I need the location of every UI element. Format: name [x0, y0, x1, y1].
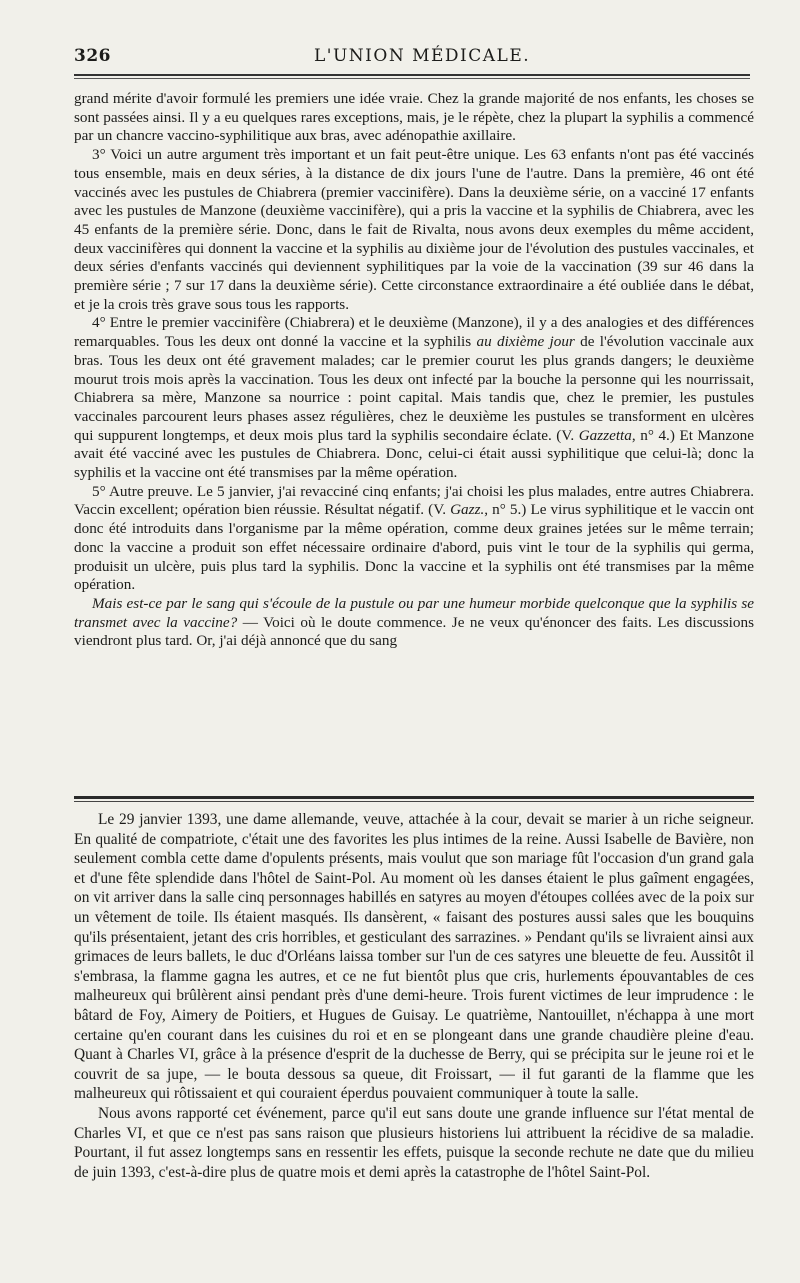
paragraph-4 [74, 483, 754, 595]
paragraph-3 [74, 314, 754, 482]
feuilleton-rule [74, 796, 754, 799]
feuilleton-text [74, 810, 754, 1182]
paragraph-1: grand mérite d'avoir formulé les premiers une idée vraie. Chez la grande majorité de nos enfants, les choses se sont passées ainsi. Il y a eu quelques rares exceptions, mais, je le répète, chez la plupart la syphilis a commencé par un chancre vaccino-syphilitique aux bras, avec adénopathie axillaire. [74, 90, 754, 145]
paragraph-4-text-b: , n° 5.) Le virus syphilitique et le vaccin ont donc été introduits dans l'organisme par la même opération, comme deux graines jetées sur le même terrain; donc la vaccine a produit son effet nécessaire ordinaire d'abord, puis vint le tour de la syphilis qui germa, produisit un ulcère, puis plus tard la syphilis. Donc la vaccine et la syphilis ont été transmises par la même opération. [74, 501, 755, 594]
paragraph-2: 3° Voici un autre argument très important et un fait peut-être unique. Les 63 enfants n'ont pas été vaccinés tous ensemble, mais en deux séries, à la distance de dix jours l'une de l'autre. Dans la première, 46 ont été vaccinés avec les pustules de Chiabrera (premier vaccinifère). Dans la deuxième série, on a vacciné 17 enfants avec les pustules de Manzone (deuxième vaccinifère), qui a pris la vaccine et la syphilis de Chiabrera, avec les 45 enfants de la première série. Donc, dans le fait de Rivalta, nous avons deux exemples du même accident, deux vaccinifères qui donnent la vaccine et la syphilis au dixième jour de l'évolution des pustules vaccinales, et deux séries d'enfants vaccinés qui deviennent syphilitiques par la voie de la vaccination (39 sur 46 dans la première série ; 7 sur 17 dans la deuxième série). Cette circonstance extraordinaire a été oubliée dans le débat, et je la crois très grave sous tous les rapports. [74, 146, 754, 313]
running-title: L'UNION MÉDICALE. [314, 46, 531, 66]
paragraph-3-emphasis-1: au dixième jour [476, 333, 575, 351]
paragraph-4-emphasis: Gazz. [450, 501, 485, 519]
paragraph-3-text-a: 4° Entre le premier vaccinifère (Chiabrera) et le deuxième (Manzone), il y a des analogies et des différences remarquables. Tous les deux ont donné la vaccine et la syphilis [74, 314, 754, 351]
header-rule [74, 74, 750, 76]
paragraph-3-text-b: de l'évolution vaccinale aux bras. Tous les deux ont été gravement malades; car le premier courut les plus grands dangers; le deuxième mourut trois mois après la vaccination. Tous les deux ont infecté par la bouche la personne qui les nourrissait, Chiabrera sa mère, Manzone sa nourrice : point capital. Mais tandis que, chez le premier, les pustules vaccinales parcourent leurs phases assez régulières, chez le deuxième les pustules se transforment en ulcères qui suppurent longtemps, et deux mois plus tard la syphilis secondaire éclate. (V. [74, 333, 755, 444]
page-number: 326 [74, 46, 111, 66]
main-article-text [74, 90, 754, 651]
feuilleton-paragraph-2: Nous avons rapporté cet événement, parce qu'il eut sans doute une grande influence sur l'état mental de Charles VI, et que ce n'est pas sans raison que plusieurs historiens lui attribuent la récidive de sa maladie. Pourtant, il fut assez longtemps sans en ressentir les effets, puisque la seconde rechute ne date que du milieu de juin 1393, c'est-à-dire plus de quatre mois et demi après la catastrophe de l'hôtel Saint-Pol. [74, 1104, 754, 1181]
feuilleton-paragraph-1: Le 29 janvier 1393, une dame allemande, veuve, attachée à la cour, devait se marier à un riche seigneur. En qualité de compatriote, c'était une des favorites les plus intimes de la reine. Aussi Isabelle de Bavière, non seulement combla cette dame d'opulents présents, mais voulut que son mariage fût l'occasion d'un grand gala et d'une fête splendide dans l'hôtel de Saint-Pol. Au moment où les danses étaient le plus gaîment engagées, on vit arriver dans la salle cinq personnages habillés en satyres au moyen d'étoupes collées avec de la poix sur un vêtement de toile. Ils étaient masqués. Ils dansèrent, « faisant des postures aussi sales que les bouquins qu'ils présentaient, jetant des cris horribles, et gesticulant des sarrazines. » Pendant qu'ils se livraient ainsi aux grimaces de leurs ballets, le duc d'Orléans laissa tomber sur l'un de ces satyres une bleuette de feu. Aussitôt il s'embrasa, la flamme gagna les autres, et ce ne fut bientôt plus que cris, hurlements épouvantables de ces malheureux qui brûlèrent ainsi pendant près d'une demi-heure. Trois furent victimes de leur imprudence : le bâtard de Foy, Aimery de Poitiers, et Hugues de Guisay. Le quatrième, Nantouillet, n'échappa à une mort certaine qu'en courant dans les cuisines du roi et en se plongeant dans une grande chaudière pleine d'eau. Quant à Charles VI, grâce à la présence d'esprit de la duchesse de Berry, qui se précipita sur le jeune roi et le couvrit de sa jupe, — le bouta dessous sa queue, dit Froissart, — il fut garanti de la flamme que les malheureux qui rôtissaient et qui couraient éperdus pouvaient communiquer à toute la salle. [74, 811, 754, 1103]
paragraph-3-emphasis-2: Gazzetta [578, 426, 632, 444]
paragraph-5 [74, 595, 754, 651]
paragraph-3-text-c: , n° 4.) Et Manzone avait été vacciné avec les pustules de Chiabrera. Donc, celui-ci était aussi syphilitique que celui-là; donc la syphilis et la vaccine ont été transmises par la même opération. [74, 426, 754, 482]
paragraph-5-emphasis: Mais est-ce par le sang qui s'écoule de la pustule ou par une humeur morbide quelconque que la syphilis se transmet avec la vaccine? [74, 594, 754, 631]
paragraph-5-text: — Voici où le doute commence. Je ne veux qu'énoncer des faits. Les discussions viendront plus tard. Or, j'ai déjà annoncé que du sang [74, 613, 754, 650]
paragraph-4-text-a: 5° Autre preuve. Le 5 janvier, j'ai revacciné cinq enfants; j'ai choisi les plus malades, entre autres Chiabrera. Vaccin excellent; opération bien réussie. Résultat négatif. (V. [74, 482, 754, 519]
feuilleton-rule-thin [74, 801, 754, 802]
page-header [74, 46, 754, 70]
header-rule-thin [74, 78, 750, 79]
